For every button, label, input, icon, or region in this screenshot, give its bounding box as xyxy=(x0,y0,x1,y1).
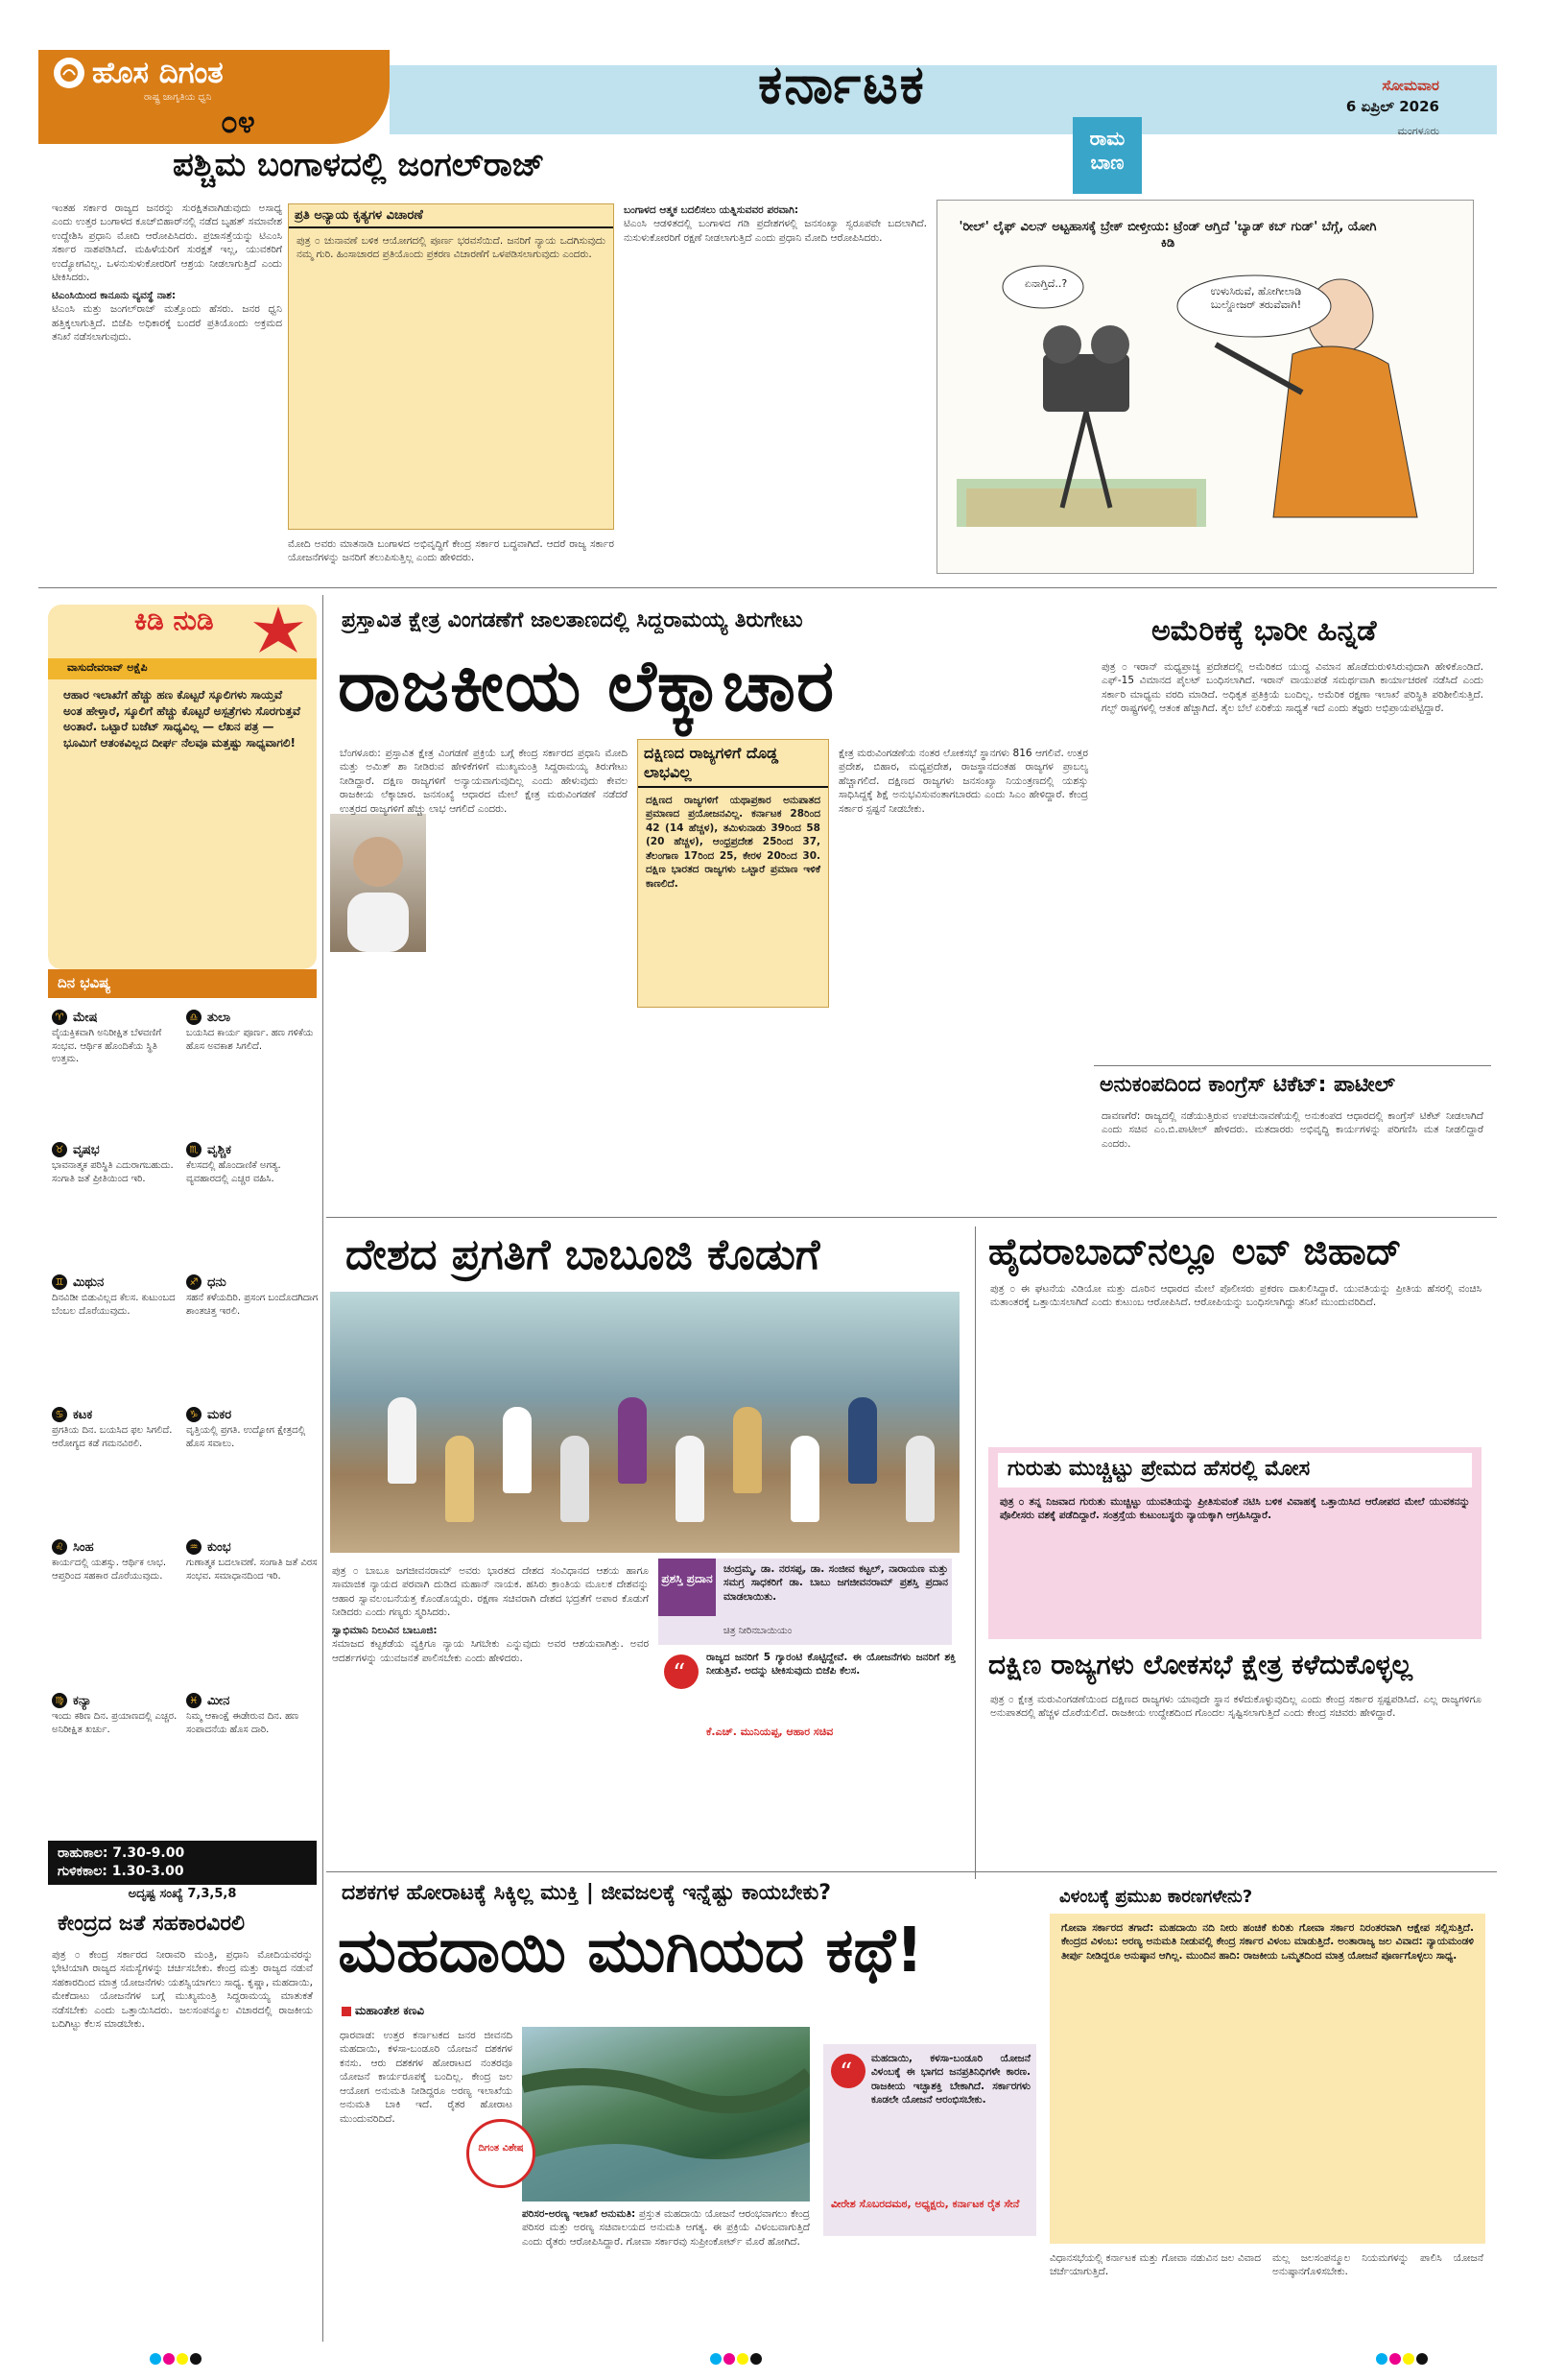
cancer-icon: ♋ xyxy=(52,1407,67,1422)
bengal-col3-text: ಮೋದಿ ಅವರು ಮಾತನಾಡಿ ಬಂಗಾಳದ ಅಭಿವೃದ್ಧಿಗೆ ಕೇಂದ್ರ ಸರ್ಕಾರ ಬದ್ಧವಾಗಿದೆ. ಆದರೆ ರಾಜ್ಯ ಸರ್ಕಾರ ಯೋಜನೆಗಳನ್ನು ಜನರಿಗೆ ತಲುಪಿಸುತ್ತಿಲ್ಲ ಎಂದು ಹೇಳಿದರು. xyxy=(288,538,614,564)
print-registration-marks xyxy=(710,2353,762,2365)
gurutu-text: ಪುತ್ರ ೦ ತನ್ನ ನಿಜವಾದ ಗುರುತು ಮುಚ್ಚಿಟ್ಟು ಯುವತಿಯನ್ನು ಪ್ರೀತಿಸುವಂತೆ ನಟಿಸಿ ಬಳಿಕ ವಿವಾಹಕ್ಕೆ ಒತ್ತಾಯಿಸಿದ ಆರೋಪದ ಮೇಲೆ ಯುವಕನನ್ನು ಪೊಲೀಸರು ವಶಕ್ಕೆ ಪಡೆದಿದ್ದಾರೆ. ಸಂತ್ರಸ್ತೆಯ ಕುಟುಂಬಸ್ಥರು ನ್ಯಾಯಕ್ಕಾಗಿ ಆಗ್ರಹಿಸಿದ್ದಾರೆ. xyxy=(1000,1496,1470,1522)
dakshina-text: ಪುತ್ರ ೦ ಕ್ಷೇತ್ರ ಮರುವಿಂಗಡಣೆಯಿಂದ ದಕ್ಷಿಣದ ರಾಜ್ಯಗಳು ಯಾವುದೇ ಸ್ಥಾನ ಕಳೆದುಕೊಳ್ಳುವುದಿಲ್ಲ ಎಂದು ಕೇಂದ್ರ ಸರ್ಕಾರ ಸ್ಪಷ್ಟಪಡಿಸಿದೆ. ಎಲ್ಲ ರಾಜ್ಯಗಳಿಗೂ ಅನುಪಾತದಲ್ಲಿ ಹೆಚ್ಚಳ ದೊರೆಯಲಿದೆ. ರಾಜಕೀಯ ಉದ್ದೇಶದಿಂದ ಗೊಂದಲ ಸೃಷ್ಟಿಸಲಾಗುತ್ತಿದೆ ಎಂದು ಕೇಂದ್ರ ಸಚಿವರು ಹೇಳಿದ್ದಾರೆ. xyxy=(990,1694,1482,1720)
sign-text: ವೈಯಕ್ತಿಕವಾಗಿ ಅನಿರೀಕ್ಷಿತ ಬೆಳವಣಿಗೆ ಸಂಭವ. ಆರ್ಥಿಕ ಹೊಂದಿಕೆಯ ಸ್ಥಿತಿ ಉತ್ತಮ. xyxy=(52,1028,162,1064)
bengal-col1b-text: ಟಿಎಂಸಿ ಮತ್ತು ಜಂಗಲ್‌ರಾಜ್ ಮತ್ತೊಂದು ಹೆಸರು. ಜನರ ಧ್ವನಿ ಹತ್ತಿಕ್ಕಲಾಗುತ್ತಿದೆ. ಬಿಜೆಪಿ ಅಧಿಕಾರಕ್ಕೆ ಬಂದರೆ ಪ್ರತಿಯೊಂದು ಅಕ್ರಮದ ತನಿಖೆ ನಡೆಸಲಾಗುವುದು. xyxy=(52,303,282,344)
babuji-subhead: ಸ್ವಾಭಿಮಾನಿ ನಿಲುವಿನ ಬಾಬೂಜಿ: xyxy=(332,1624,438,1636)
svg-text:“: “ xyxy=(673,1659,686,1688)
section-title: ಕರ್ನಾಟಕ xyxy=(758,54,926,116)
patil-text: ದಾವಣಗೆರೆ: ರಾಜ್ಯದಲ್ಲಿ ನಡೆಯುತ್ತಿರುವ ಉಪಚುನಾವಣೆಯಲ್ಲಿ ಅನುಕಂಪದ ಆಧಾರದಲ್ಲಿ ಕಾಂಗ್ರೆಸ್ ಟಿಕೆಟ್ ನೀಡಲಾಗಿದೆ ಎಂದು ಸಚಿವ ಎಂ.ಬಿ.ಪಾಟೀಲ್ ಹೇಳಿದರು. ಮತದಾರರು ಅಭಿವೃದ್ಧಿ ಕಾರ್ಯಗಳನ್ನು ಪರಿಗಣಿಸಿ ಮತ ನೀಡಲಿದ್ದಾರೆ ಎಂದರು. xyxy=(1102,1110,1483,1150)
south-box-text: ದಕ್ಷಿಣದ ರಾಜ್ಯಗಳಿಗೆ ಯಥಾಪ್ರಕಾರ ಅನುಪಾತದ ಪ್ರಮಾಣದ ಪ್ರಯೋಜನವಿಲ್ಲ. ಕರ್ನಾಟಕ 28ರಿಂದ 42 (14 ಹೆಚ್ಚಳ), ತಮಿಳುನಾಡು 39ರಿಂದ 58 (20 ಹೆಚ್ಚಳ), ಆಂಧ್ರಪ್ರದೇಶ 25ರಿಂದ 37, ತೆಲಂಗಾಣ 17ರಿಂದ 25, ಕೇರಳ 20ರಿಂದ 30. ದಕ್ಷಿಣ ಭಾರತದ ರಾಜ್ಯಗಳು ಒಟ್ಟಾರೆ ಪ್ರಮಾಣ ಇಳಿಕೆ ಕಾಣಲಿದೆ. xyxy=(646,795,820,890)
spark-icon xyxy=(249,605,307,658)
babuji-headline: ದೇಶದ ಪ್ರಗತಿಗೆ ಬಾಬೂಜಿ ಕೊಡುಗೆ xyxy=(345,1230,820,1279)
editorial-cartoon xyxy=(936,200,1474,574)
lucky-numbers: ಅದೃಷ್ಟ ಸಂಖ್ಯೆ 7,3,5,8 xyxy=(128,1887,237,1901)
sign-name: ಧನು xyxy=(207,1274,226,1290)
scorpio-icon: ♏ xyxy=(186,1142,202,1157)
bengal-col1-text: ಇಂತಹ ಸರ್ಕಾರ ರಾಜ್ಯದ ಜನರನ್ನು ಸುರಕ್ಷಿತವಾಗಿಡುವುದು ಅಸಾಧ್ಯ ಎಂದು ಉತ್ತರ ಬಂಗಾಳದ ಕೂಚ್‌ಬಿಹಾರ್‌ನಲ್ಲಿ ನಡೆದ ಬೃಹತ್ ಸಮಾವೇಶ ಉದ್ದೇಶಿಸಿ ಪ್ರಧಾನಿ ಮೋದಿ ಆರೋಪಿಸಿದರು. ಪ್ರಜಾಸತ್ತೆಯನ್ನು ಟಿಎಂಸಿ ಸರ್ಕಾರ ನಾಶಪಡಿಸಿದೆ. ಮಹಿಳೆಯರಿಗೆ ಸುರಕ್ಷತೆ ಇಲ್ಲ, ಯುವಕರಿಗೆ ಉದ್ಯೋಗವಿಲ್ಲ. ಒಳನುಸುಳುಕೋರರಿಗೆ ಆಶ್ರಯ ನೀಡಲಾಗುತ್ತಿದೆ ಎಂದು ಟೀಕಿಸಿದರು. xyxy=(52,202,282,284)
america-text: ಪುತ್ರ ೦ ಇರಾನ್ ಮಧ್ಯಪ್ರಾಚ್ಯ ಪ್ರದೇಶದಲ್ಲಿ ಅಮೆರಿಕದ ಯುದ್ಧ ವಿಮಾನ ಹೊಡೆದುರುಳಿಸಿರುವುದಾಗಿ ಹೇಳಿಕೊಂಡಿದೆ. ಎಫ್-15 ವಿಮಾನದ ಪೈಲಟ್ ಬಂಧಿಸಲಾಗಿದೆ. ಇರಾನ್ ವಾಯುಪಡೆ ಸಮರ್ಥವಾಗಿ ಕಾರ್ಯಾಚರಣೆ ನಡೆಸಿದೆ ಎಂದು ಸರ್ಕಾರಿ ಮಾಧ್ಯಮ ವರದಿ ಮಾಡಿದೆ. ಅಧಿಕೃತ ಪ್ರತಿಕ್ರಿಯೆ ಬಂದಿಲ್ಲ. ಅಮೆರಿಕ ರಕ್ಷಣಾ ಇಲಾಖೆ ಪರಿಸ್ಥಿತಿ ಪರಿಶೀಲಿಸುತ್ತಿದೆ. ಗಲ್ಫ್ ರಾಷ್ಟ್ರಗಳಲ್ಲಿ ಆತಂಕ ಹೆಚ್ಚಾಗಿದೆ. ತೈಲ ಬೆಲೆ ಏರಿಕೆಯ ಸಾಧ್ಯತೆ ಇದೆ ಎಂದು ತಜ್ಞರು ಅಭಿಪ್ರಾಯಪಟ್ಟಿದ್ದಾರೆ. xyxy=(1102,661,1483,715)
sign-name: ಮಕರ xyxy=(207,1407,232,1422)
mahadayi-quote xyxy=(823,2044,1036,2236)
horoscope-sign xyxy=(186,1539,319,1583)
horoscope-sign xyxy=(52,1142,184,1185)
svg-text:“: “ xyxy=(840,2059,853,2087)
sign-name: ಮಿಥುನ xyxy=(73,1274,105,1290)
horoscope-sign xyxy=(52,1407,184,1450)
sign-text: ಭಾವನಾತ್ಮಕ ಪರಿಸ್ಥಿತಿ ಎದುರಾಗಬಹುದು. ಸಂಗಾತಿ ಜತೆ ಪ್ರೀತಿಯಿಂದ ಇರಿ. xyxy=(52,1160,174,1184)
section-bar xyxy=(390,65,1497,134)
sign-text: ಕಾರ್ಯದಲ್ಲಿ ಯಶಸ್ಸು. ಆರ್ಥಿಕ ಲಾಭ. ಆಪ್ತರಿಂದ ಸಹಕಾರ ದೊರೆಯುವುದು. xyxy=(52,1558,167,1582)
horoscope-sign xyxy=(52,1010,184,1066)
sign-name: ಮೀನ xyxy=(207,1693,230,1708)
sign-text: ವೃತ್ತಿಯಲ್ಲಿ ಪ್ರಗತಿ. ಉದ್ಯೋಗ ಕ್ಷೇತ್ರದಲ್ಲಿ ಹೊಸ ಸವಾಲು. xyxy=(186,1425,306,1449)
mahadayi-caption: ಪರಿಸರ-ಅರಣ್ಯ ಇಲಾಖೆ ಅನುಮತಿ: xyxy=(522,2208,636,2220)
prashasti-tag: ಪ್ರಶಸ್ತಿ ಪ್ರದಾನ xyxy=(658,1559,716,1616)
prashasti-box xyxy=(658,1559,952,1645)
kidi-nudi-box xyxy=(48,605,317,969)
lekka-column-3: ಕ್ಷೇತ್ರ ಮರುವಿಂಗಡಣೆಯ ನಂತರ ಲೋಕಸಭೆ ಸ್ಥಾನಗಳು 816 ಆಗಲಿವೆ. ಉತ್ತರ ಪ್ರದೇಶ, ಬಿಹಾರ, ಮಧ್ಯಪ್ರದೇಶ, ರಾಜಸ್ಥಾನದಂತಹ ರಾಜ್ಯಗಳ ಪ್ರಾಬಲ್ಯ ಹೆಚ್ಚಾಗಲಿದೆ. ದಕ್ಷಿಣದ ರಾಜ್ಯಗಳು ಜನಸಂಖ್ಯಾ ನಿಯಂತ್ರಣದಲ್ಲಿ ಯಶಸ್ಸು ಸಾಧಿಸಿದ್ದಕ್ಕೆ ಶಿಕ್ಷೆ ಅನುಭವಿಸುವಂತಾಗಬಾರದು ಎಂದು ಸಿಎಂ ಹೇಳಿದ್ದಾರೆ. ಕೇಂದ್ರ ಸರ್ಕಾರ ಸ್ಪಷ್ಟನೆ ನೀಡಬೇಕು. xyxy=(839,748,1088,815)
hyderabad-text: ಪುತ್ರ ೦ ಈ ಘಟನೆಯ ವಿಡಿಯೋ ಮತ್ತು ದೂರಿನ ಆಧಾರದ ಮೇಲೆ ಪೊಲೀಸರು ಪ್ರಕರಣ ದಾಖಲಿಸಿದ್ದಾರೆ. ಯುವತಿಯನ್ನು ಪ್ರೀತಿಯ ಹೆಸರಲ್ಲಿ ವಂಚಿಸಿ ಮತಾಂತರಕ್ಕೆ ಒತ್ತಾಯಿಸಲಾಗಿದೆ ಎಂದು ಕುಟುಂಬ ಆರೋಪಿಸಿದೆ. ಆರೋಪಿಯನ್ನು ಬಂಧಿಸಲಾಗಿದ್ದು ತನಿಖೆ ಮುಂದುವರಿದಿದೆ. xyxy=(990,1283,1482,1309)
print-registration-marks xyxy=(1376,2353,1428,2365)
bengal-column-3 xyxy=(624,203,927,245)
mahadayi-body-2: ಪ್ರಸ್ತುತ ಮಹದಾಯಿ ಯೋಜನೆ ಆರಂಭವಾಗಲು ಕೇಂದ್ರ ಪರಿಸರ ಮತ್ತು ಅರಣ್ಯ ಸಚಿವಾಲಯದ ಅನುಮತಿ ಅಗತ್ಯ. ಈ ಪ್ರಕ್ರಿಯೆ ವಿಳಂಬವಾಗುತ್ತಿದೆ ಎಂದು ರೈತರು ಆರೋಪಿಸಿದ್ದಾರೆ. ಗೋವಾ ಸರ್ಕಾರವು ಸುಪ್ರೀಂಕೋರ್ಟ್ ಮೊರೆ ಹೋಗಿದೆ. xyxy=(522,2208,811,2248)
cartoon-illustration xyxy=(937,201,1474,574)
divider xyxy=(326,1871,1497,1872)
pisces-icon: ♓ xyxy=(186,1693,202,1708)
ramabana-tag: ರಾಮ ಬಾಣ xyxy=(1073,117,1142,194)
bengal-headline: ಪಶ್ಚಿಮ ಬಂಗಾಳದಲ್ಲಿ ಜಂಗಲ್‌ರಾಜ್ xyxy=(173,146,545,184)
bengal-col3-subhead: ಬಂಗಾಳದ ಆತ್ಮಕ ಬದಲಿಸಲು ಯತ್ನಿಸುವವರ ಪರವಾಗಿ: xyxy=(624,204,799,216)
newspaper-logo xyxy=(38,50,390,144)
lekka-column-1: ಬೆಂಗಳೂರು: ಪ್ರಸ್ತಾವಿತ ಕ್ಷೇತ್ರ ವಿಂಗಡಣೆ ಪ್ರಕ್ರಿಯೆ ಬಗ್ಗೆ ಕೇಂದ್ರ ಸರ್ಕಾರದ ಪ್ರಧಾನಿ ಮೋದಿ ಮತ್ತು ಅಮಿತ್ ಶಾ ನೀಡಿರುವ ಹೇಳಿಕೆಗಳಿಗೆ ಮುಖ್ಯಮಂತ್ರಿ ಸಿದ್ದರಾಮಯ್ಯ ತಿರುಗೇಟು ನೀಡಿದ್ದಾರೆ. ದಕ್ಷಿಣ ರಾಜ್ಯಗಳಿಗೆ ಅನ್ಯಾಯವಾಗುವುದಿಲ್ಲ ಎಂದು ಹೇಳುವುದು ಕೇವಲ ರಾಜಕೀಯ ಲೆಕ್ಕಾಚಾರ. ಜನಸಂಖ್ಯೆ ಆಧಾರದ ಮೇಲೆ ಕ್ಷೇತ್ರ ಮರುವಿಂಗಡಣೆ ನಡೆದರೆ ಉತ್ತರದ ರಾಜ್ಯಗಳಿಗೆ ಹೆಚ್ಚು ಲಾಭ ಆಗಲಿದೆ ಎಂದರು. xyxy=(340,748,628,815)
edition-city: ಮಂಗಳೂರು xyxy=(1397,125,1439,137)
sign-name: ಕುಂಭ xyxy=(207,1539,231,1555)
divider xyxy=(1094,1065,1491,1066)
logo-emblem-icon xyxy=(54,58,84,88)
masthead xyxy=(38,38,1497,144)
bengal-inquiry-box xyxy=(288,203,614,530)
rahukala: ರಾಹುಕಾಲ: 7.30-9.00 xyxy=(58,1845,185,1861)
weekday: ಸೋಮವಾರ xyxy=(1382,77,1439,94)
sign-text: ದಿನವಿಡೀ ಬಿಡುವಿಲ್ಲದ ಕೆಲಸ. ಕುಟುಂಬದ ಬೆಂಬಲ ದೊರೆಯುವುದು. xyxy=(52,1293,176,1317)
portrait-icon xyxy=(330,814,426,952)
mahadayi-text-2 xyxy=(522,2207,810,2249)
delay-reasons-text: ಗೋವಾ ಸರ್ಕಾರದ ತಗಾದೆ: ಮಹದಾಯಿ ನದಿ ನೀರು ಹಂಚಿಕೆ ಕುರಿತು ಗೋವಾ ಸರ್ಕಾರ ನಿರಂತರವಾಗಿ ಆಕ್ಷೇಪ ಸಲ್ಲಿಸುತ್ತಿದೆ. ಕೇಂದ್ರದ ವಿಳಂಬ: ಅರಣ್ಯ ಅನುಮತಿ ನೀಡುವಲ್ಲಿ ಕೇಂದ್ರ ಸರ್ಕಾರ ವಿಳಂಬ ಮಾಡುತ್ತಿದೆ. ಅಂತಾರಾಜ್ಯ ಜಲ ವಿವಾದ: ನ್ಯಾಯಮಂಡಳಿ ತೀರ್ಪು ನೀಡಿದ್ದರೂ ಅನುಷ್ಠಾನ ಆಗಿಲ್ಲ. ಮುಂದಿನ ಹಾದಿ: ರಾಜಕೀಯ ಒಮ್ಮತದಿಂದ ಮಾತ್ರ ಯೋಜನೆ ಪೂರ್ಣಗೊಳ್ಳಲು ಸಾಧ್ಯ. xyxy=(1061,1922,1474,1962)
divider xyxy=(38,587,1497,588)
america-headline: ಅಮೆರಿಕಕ್ಕೆ ಭಾರೀ ಹಿನ್ನಡೆ xyxy=(1151,614,1377,648)
sign-text: ಇಂದು ಕಠಿಣ ದಿನ. ಪ್ರಯಾಣದಲ್ಲಿ ಎಚ್ಚರ. ಅನಿರೀಕ್ಷಿತ ಖರ್ಚು. xyxy=(52,1711,178,1735)
horoscope-sign xyxy=(186,1274,319,1318)
babuji-text xyxy=(332,1564,649,1665)
sign-name: ವೃಶ್ಚಿಕ xyxy=(207,1142,231,1157)
mahadayi-bottom-1: ವಿಧಾನಸಭೆಯಲ್ಲಿ ಕರ್ನಾಟಕ ಮತ್ತು ಗೋವಾ ನಡುವಿನ ಜಲ ವಿವಾದ ಚರ್ಚೆಯಾಗುತ್ತಿದೆ. xyxy=(1050,2252,1261,2278)
mahadayi-quote-credit: ವೀರೇಶ ಸೊಬರದಮಠ, ಅಧ್ಯಕ್ಷರು, ಕರ್ನಾಟಕ ರೈತ ಸೇನೆ xyxy=(831,2198,1020,2210)
issue-date: 6 ಏಪ್ರಿಲ್ 2026 xyxy=(1345,98,1439,115)
mahadayi-quote-text: ಮಹದಾಯಿ, ಕಳಸಾ-ಬಂಡೂರಿ ಯೋಜನೆ ವಿಳಂಬಕ್ಕೆ ಈ ಭಾಗದ ಜನಪ್ರತಿನಿಧಿಗಳೇ ಕಾರಣ. ರಾಜಕೀಯ ಇಚ್ಛಾಶಕ್ತಿ ಬೇಕಾಗಿದೆ. ಸರ್ಕಾರಗಳು ಕೂಡಲೇ ಯೋಜನೆ ಆರಂಭಿಸಬೇಕು. xyxy=(871,2053,1031,2106)
mahadayi-headline: ಮಹದಾಯಿ ಮುಗಿಯದ ಕಥೆ! xyxy=(338,1916,924,1987)
sign-name: ಮೇಷ xyxy=(73,1010,98,1025)
prashasti-credit: ಚಿತ್ರ ನೀರಿನಬಾಯಿಯಂ xyxy=(723,1626,793,1636)
page-number: ೦೪ xyxy=(221,104,255,140)
byline-text: ಮಹಾಂತೇಶ ಕಣವಿ xyxy=(355,2004,424,2017)
rahukala-box xyxy=(48,1841,317,1885)
cartoon-bubble-monk: ಉಳುಸಿರುವೆ, ಹೋಗೀಲಾಡಿ ಬುಲ್ಡೋಜರ್ ತರುವೆವಾಗಿ! xyxy=(1210,285,1302,311)
sign-name: ವೃಷಭ xyxy=(73,1142,100,1157)
sign-text: ಸಹನೆ ಕಳೆಯದಿರಿ. ಪ್ರಸಂಗ ಬಂದೊದಗಿದಾಗ ಶಾಂತಚಿತ್ತ ಇರಲಿ. xyxy=(186,1293,319,1317)
minister-quote xyxy=(662,1651,956,1747)
quote-icon xyxy=(662,1653,700,1691)
horoscope-sign xyxy=(186,1407,319,1450)
horoscope-sign xyxy=(186,1693,319,1736)
kidi-nudi-text: ಆಹಾರ ಇಲಾಖೆಗೆ ಹೆಚ್ಚು ಹಣ ಕೊಟ್ಟರೆ ಸ್ಕೂಲಿಗಳು ಸಾಯ್ತವೆ ಅಂತ ಹೇಳ್ತಾರೆ, ಸ್ಕೂಲಿಗೆ ಹೆಚ್ಚು ಕೊಟ್ಟರೆ ಅಸ್ಪತ್ರೆಗಳು ಸೊರಗುತ್ತವೆ ಅಂತಾರೆ. ಒಟ್ಟಾರೆ ಬಜೆಟ್ ಸಾಧ್ಯವಿಲ್ಲ — ಲೆಖನ ಪತ್ರ — ಭೂಮಿಗೆ ಆತಂಕವಿಲ್ಲದ ದೀರ್ಘ ನೆಲವೂ ಮತ್ತಷ್ಟು ಸಾಧ್ಯವಾಗಲಿ! xyxy=(63,688,301,750)
divider xyxy=(326,1217,1497,1218)
sign-name: ಕಟಕ xyxy=(73,1407,93,1422)
sign-name: ತುಲಾ xyxy=(207,1010,231,1025)
divider xyxy=(975,1226,976,1879)
gurutu-headline: ಗುರುತು ಮುಚ್ಚಿಟ್ಟು ಪ್ರೇಮದ ಹೆಸರಲ್ಲಿ ಮೋಸ xyxy=(998,1453,1472,1488)
south-states-box xyxy=(637,739,829,1008)
logo-text: ಹೊಸ ದಿಗಂತ xyxy=(92,55,224,90)
mahadayi-river-photo xyxy=(522,2027,810,2202)
cooperation-text: ಪುತ್ರ ೦ ಕೇಂದ್ರ ಸರ್ಕಾರದ ನೀರಾವರಿ ಮಂತ್ರಿ, ಪ್ರಧಾನಿ ಮೋದಿಯವರನ್ನು ಭೇಟಿಯಾಗಿ ರಾಜ್ಯದ ಸಮಸ್ಯೆಗಳನ್ನು ಚರ್ಚಿಸಬೇಕು. ಕೇಂದ್ರ ಮತ್ತು ರಾಜ್ಯದ ನಡುವೆ ಸಹಕಾರದಿಂದ ಮಾತ್ರ ಯೋಜನೆಗಳು ಯಶಸ್ವಿಯಾಗಲು ಸಾಧ್ಯ. ಕೃಷ್ಣಾ, ಮಹದಾಯಿ, ಮೇಕೆದಾಟು ಯೋಜನೆಗಳ ಬಗ್ಗೆ ಮುಖ್ಯಮಂತ್ರಿ ಸಿದ್ದರಾಮಯ್ಯ ಮಾತುಕತೆ ನಡೆಸಬೇಕು ಎಂದು ಒತ್ತಾಯಿಸಿದರು. ಜಲಸಂಪನ್ಮೂಲ ವಿಚಾರದಲ್ಲಿ ರಾಜಕೀಯ ಬದಿಗಿಟ್ಟು ಕೆಲಸ ಮಾಡಬೇಕು. xyxy=(52,1949,313,2031)
mahadayi-text: ಧಾರವಾಡ: ಉತ್ತರ ಕರ್ನಾಟಕದ ಜನರ ಜೀವನದಿ ಮಹದಾಯಿ, ಕಳಸಾ-ಬಂಡೂರಿ ಯೋಜನೆ ದಶಕಗಳ ಕನಸು. ಆರು ದಶಕಗಳ ಹೋರಾಟದ ನಂತರವೂ ಯೋಜನೆ ಕಾರ್ಯರೂಪಕ್ಕೆ ಬಂದಿಲ್ಲ. ಕೇಂದ್ರ ಜಲ ಆಯೋಗ ಅನುಮತಿ ನೀಡಿದ್ದರೂ ಅರಣ್ಯ ಇಲಾಖೆಯ ಅನುಮತಿ ಬಾಕಿ ಇದೆ. ರೈತರ ಹೋರಾಟ ಮುಂದುವರಿದಿದೆ. xyxy=(340,2030,512,2125)
dakshina-headline: ದಕ್ಷಿಣ ರಾಜ್ಯಗಳು ಲೋಕಸಭೆ ಕ್ಷೇತ್ರ ಕಳೆದುಕೊಳ್ಳಲ್ಲ xyxy=(988,1649,1412,1680)
siddaramaiah-photo xyxy=(330,814,426,952)
lekka-headline: ರಾಜಕೀಯ ಲೆಕ್ಕಾಚಾರ xyxy=(338,645,836,727)
delay-reasons-box xyxy=(1050,1881,1485,2244)
cartoon-bubble-camera: ಏನಾಗ್ತಿದೆ..? xyxy=(1024,277,1068,290)
aquarius-icon: ♒ xyxy=(186,1539,202,1555)
quote-credit: ಕೆ.ಎಚ್. ಮುನಿಯಪ್ಪ, ಆಹಾರ ಸಚಿವ xyxy=(706,1726,834,1738)
babuji-text-1: ಪುತ್ರ ೦ ಬಾಬೂ ಜಗಜೀವನರಾಮ್ ಅವರು ಭಾರತದ ದೇಶದ ಸಂವಿಧಾನದ ಆಶಯ ಹಾಗೂ ಸಾಮಾಜಿಕ ನ್ಯಾಯದ ಪರವಾಗಿ ದುಡಿದ ಮಹಾನ್ ನಾಯಕ. ಹಸಿರು ಕ್ರಾಂತಿಯ ಮೂಲಕ ದೇಶವನ್ನು ಆಹಾರ ಸ್ವಾವಲಂಬನೆಯತ್ತ ಕೊಂಡೊಯ್ದರು. ರಕ್ಷಣಾ ಸಚಿವರಾಗಿ ದೇಶದ ಭದ್ರತೆಗೆ ಅಪಾರ ಕೊಡುಗೆ ನೀಡಿದರು ಎಂದು ಗಣ್ಯರು ಸ್ಮರಿಸಿದರು. xyxy=(332,1565,649,1619)
hyderabad-headline: ಹೈದರಾಬಾದ್‌ನಲ್ಲೂ ಲವ್ ಜಿಹಾದ್ xyxy=(988,1230,1402,1273)
south-box-title: ದಕ್ಷಿಣದ ರಾಜ್ಯಗಳಿಗೆ ದೊಡ್ಡ ಲಾಭವಿಲ್ಲ xyxy=(638,740,828,788)
virgo-icon: ♍ xyxy=(52,1693,67,1708)
horoscope-sign xyxy=(52,1274,184,1318)
bengal-box-text: ಪುತ್ರ ೦ ಚುನಾವಣೆ ಬಳಿಕ ಆಯೋಗದಲ್ಲಿ ಪೂರ್ಣ ಭರವಸೆಯಿದೆ. ಜನರಿಗೆ ನ್ಯಾಯ ಒದಗಿಸುವುದು ನಮ್ಮ ಗುರಿ. ಹಿಂಸಾಚಾರದ ಪ್ರತಿಯೊಂದು ಪ್ರಕರಣ ವಿಚಾರಣೆಗೆ ಒಳಪಡಿಸಲಾಗುವುದು ಎಂದರು. xyxy=(296,235,605,261)
gulikakala: ಗುಳಿಕಕಾಲ: 1.30-3.00 xyxy=(58,1863,184,1879)
aries-icon: ♈ xyxy=(52,1010,67,1025)
quote-icon xyxy=(829,2052,867,2090)
patil-headline: ಅನುಕಂಪದಿಂದ ಕಾಂಗ್ರೆಸ್ ಟಿಕೆಟ್: ಪಾಟೀಲ್ xyxy=(1100,1073,1395,1097)
awards-ceremony-photo xyxy=(330,1292,960,1553)
sagittarius-icon: ♐ xyxy=(186,1274,202,1290)
prashasti-text: ಚಂದ್ರಮ್ಮ, ಡಾ. ನರಸಪ್ಪ, ಡಾ. ಸಂಜೀವ ಕಟ್ಟಲ್, ನಾರಾಯಣ ಮತ್ತು ಸಮಗ್ರ ಸಾಧಕರಿಗೆ ಡಾ. ಬಾಬು ಜಗಜೀವನರಾಮ್ ಪ್ರಶಸ್ತಿ ಪ್ರದಾನ ಮಾಡಲಾಯಿತು. xyxy=(723,1563,948,1603)
sign-text: ನಿಮ್ಮ ಆಕಾಂಕ್ಷೆ ಈಡೇರುವ ದಿನ. ಹಣ ಸಂಪಾದನೆಯ ಹೊಸ ದಾರಿ. xyxy=(186,1711,299,1735)
horoscope-sign xyxy=(186,1010,319,1053)
leo-icon: ♌ xyxy=(52,1539,67,1555)
mahadayi-kicker: ದಶಕಗಳ ಹೋರಾಟಕ್ಕೆ ಸಿಕ್ಕಿಲ್ಲ ಮುಕ್ತಿ | ಜೀವಜಲಕ್ಕೆ ಇನ್ನೆಷ್ಟು ಕಾಯಬೇಕು? xyxy=(342,1881,832,1905)
sign-text: ಪ್ರಗತಿಯ ದಿನ. ಬಯಸಿದ ಫಲ ಸಿಗಲಿದೆ. ಆರೋಗ್ಯದ ಕಡೆ ಗಮನವಿರಲಿ. xyxy=(52,1425,173,1449)
horoscope-sign xyxy=(52,1539,184,1583)
bengal-col3b-text: ಟಿಎಂಸಿ ಆಡಳಿತದಲ್ಲಿ ಬಂಗಾಳದ ಗಡಿ ಪ್ರದೇಶಗಳಲ್ಲಿ ಜನಸಂಖ್ಯಾ ಸ್ವರೂಪವೇ ಬದಲಾಗಿದೆ. ನುಸುಳುಕೋರರಿಗೆ ರಕ್ಷಣೆ ನೀಡಲಾಗುತ್ತಿದೆ ಎಂದು ಪ್ರಧಾನಿ ಮೋದಿ ಆರೋಪಿಸಿದರು. xyxy=(624,218,927,244)
quote-text: ರಾಜ್ಯದ ಜನರಿಗೆ 5 ಗ್ಯಾರಂಟಿ ಕೊಟ್ಟಿದ್ದೇವೆ. ಈ ಯೋಜನೆಗಳು ಜನರಿಗೆ ಶಕ್ತಿ ನೀಡುತ್ತಿವೆ. ಅದನ್ನು ಟೀಕಿಸುವುದು ಬಿಜೆಪಿ ಕೆಲಸ. xyxy=(706,1652,956,1678)
kidi-nudi-author: ವಾಸುದೇವರಾವ್ ಅಕ್ಷೆಪಿ xyxy=(48,658,317,679)
libra-icon: ♎ xyxy=(186,1010,202,1025)
digantha-special-stamp: ದಿಗಂತ ವಿಶೇಷ xyxy=(466,2119,535,2188)
sign-name: ಕನ್ಯಾ xyxy=(73,1693,92,1708)
divider xyxy=(322,595,323,2342)
mahadayi-bottom-2: ಮಲ್ಲ ಜಲಸಂಪನ್ಮೂಲ ನಿಯಮಗಳನ್ನು ಪಾಲಿಸಿ ಯೋಜನೆ ಅನುಷ್ಠಾನಗೊಳಿಸಬೇಕು. xyxy=(1272,2252,1483,2278)
cartoon-caption: 'ರೀಲ್' ಲೈಫ್ ವಿಲನ್ ಅಟ್ಟಹಾಸಕ್ಕೆ ಬ್ರೇಕ್ ಬೀಳ್ತೀಯ: ಟ್ರೆಂಡ್ ಆಗ್ತಿದೆ 'ಬ್ಯಾಡ್ ಕಬ್ ಗುಡ್' ಬೆಗ್ಗೆ, ಯೋಗಿ ಕಿಡಿ xyxy=(959,220,1377,250)
lekka-kicker: ಪ್ರಸ್ತಾವಿತ ಕ್ಷೇತ್ರ ವಿಂಗಡಣೆಗೆ ಜಾಲತಾಣದಲ್ಲಿ ಸಿದ್ದರಾಮಯ್ಯ ತಿರುಗೇಟು xyxy=(342,608,803,632)
capricorn-icon: ♑ xyxy=(186,1407,202,1422)
horoscope-sign xyxy=(52,1693,184,1736)
delay-reasons-headline: ವಿಳಂಬಕ್ಕೆ ಪ್ರಮುಖ ಕಾರಣಗಳೇನು? xyxy=(1050,1881,1485,1914)
byline-marker-icon xyxy=(342,2007,351,2016)
sign-text: ಗುಣಾತ್ಮಕ ಬದಲಾವಣೆ. ಸಂಗಾತಿ ಜತೆ ವಿರಸ ಸಂಭವ. ಸಮಾಧಾನದಿಂದ ಇರಿ. xyxy=(186,1558,318,1582)
cooperation-headline: ಕೇಂದ್ರದ ಜತೆ ಸಹಕಾರವಿರಲಿ xyxy=(58,1912,245,1936)
gemini-icon: ♊ xyxy=(52,1274,67,1290)
babuji-text-2: ಸಮಾಜದ ಕಟ್ಟಕಡೆಯ ವ್ಯಕ್ತಿಗೂ ನ್ಯಾಯ ಸಿಗಬೇಕು ಎನ್ನುವುದು ಅವರ ಆಶಯವಾಗಿತ್ತು. ಅವರ ಆದರ್ಶಗಳನ್ನು ಯುವಜನತೆ ಪಾಲಿಸಬೇಕು ಎಂದು ಹೇಳಿದರು. xyxy=(332,1638,649,1664)
river-illustration xyxy=(522,2027,810,2202)
sign-text: ಬಯಸಿದ ಕಾರ್ಯ ಪೂರ್ಣ. ಹಣ ಗಳಿಕೆಯ ಹೊಸ ಅವಕಾಶ ಸಿಗಲಿದೆ. xyxy=(186,1028,314,1052)
mahadayi-byline xyxy=(342,2004,424,2018)
logo-tagline: ರಾಷ್ಟ್ರ ಜಾಗೃತಿಯ ಧ್ವನಿ xyxy=(144,92,212,103)
gurutu-box xyxy=(988,1447,1482,1639)
bengal-column-2 xyxy=(288,537,614,565)
horoscope-title: ದಿನ ಭವಿಷ್ಯ xyxy=(48,969,317,998)
bengal-box-title: ಪ್ರತಿ ಅನ್ಯಾಯ ಕೃತ್ಯಗಳ ವಿಚಾರಣೆ xyxy=(289,204,613,228)
kidi-nudi-title: ಕಿಡಿ ನುಡಿ xyxy=(134,605,214,636)
sign-name: ಸಿಂಹ xyxy=(73,1539,94,1555)
horoscope-sign xyxy=(186,1142,319,1185)
taurus-icon: ♉ xyxy=(52,1142,67,1157)
print-registration-marks xyxy=(150,2353,202,2365)
sign-text: ಕೆಲಸದಲ್ಲಿ ಹೊಂದಾಣಿಕೆ ಅಗತ್ಯ. ವ್ಯವಹಾರದಲ್ಲಿ ಎಚ್ಚರ ವಹಿಸಿ. xyxy=(186,1160,281,1184)
bengal-column-1 xyxy=(52,202,282,345)
bengal-col1-subhead: ಟಿಎಂಸಿಯಿಂದ ಕಾನೂನು ವ್ಯವಸ್ಥೆ ನಾಶ: xyxy=(52,289,177,301)
